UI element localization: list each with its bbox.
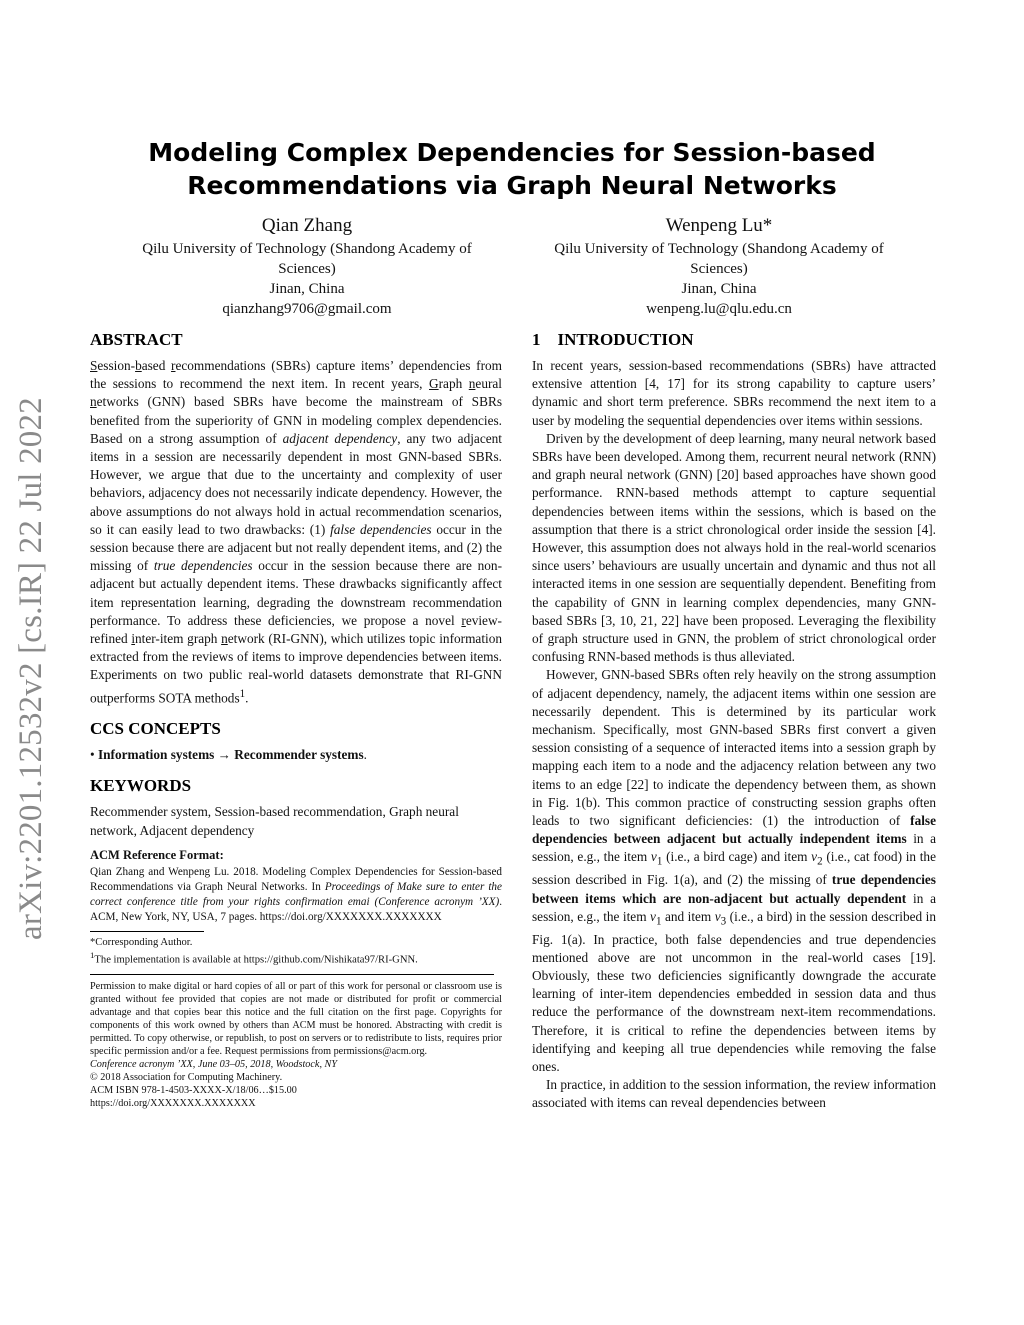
title-line-1: Modeling Complex Dependencies for Session-based xyxy=(148,138,876,167)
doi-line[interactable]: https://doi.org/XXXXXXX.XXXXXXX xyxy=(90,1097,256,1109)
isbn-line: ACM ISBN 978-1-4503-XXXX-X/18/06…$15.00 xyxy=(90,1084,297,1096)
author-name: Qian Zhang xyxy=(261,215,353,236)
author-location: Jinan, China xyxy=(269,281,345,297)
keywords-section xyxy=(90,776,502,839)
acm-reference-text: Qian Zhang and Wenpeng Lu. 2018. Modeling Complex Dependencies for Session-based Recommendations via Graph Neural Networks. In Proceedings of Make sure to enter the correct conference title from your rights confirmation emai (Conference acronym ’XX). ACM, New York, NY, USA, 7 pages. https://doi.org/XXXXXXX.XXXXXXX xyxy=(90,865,502,923)
author-block-2 xyxy=(524,214,914,319)
arxiv-watermark xyxy=(13,397,49,940)
footnote-implementation: $^1$The implementation is available at https://github.com/Nishikata97/RI-GNN. xyxy=(90,950,418,966)
author-name: Wenpeng Lu* xyxy=(665,215,773,236)
keywords-text: Recommender system, Session-based recommendation, Graph neural network, Adjacent dependency xyxy=(90,804,459,838)
abstract-heading: ABSTRACT xyxy=(90,330,183,349)
intro-paragraph-3: However, GNN-based SBRs often rely heavily on the strong assumption of adjacent dependency, namely, the adjacent items within one session are necessarily dependent. This is determined by its particular work mechanism. Specifically, most GNN-based SBRs first convert a given session consisting of a sequence of interacted items into a session graph by mapping each item to a node and the adjacency relation between any two items to an edge [22] to indicate the dependency between them, as shown in Fig. 1(b). This common practice of constructing session graphs often leads to two significant deficiencies: (1) the introduction of false dependencies between adjacent but actually independent items in a session, e.g., the item $v_1$ (i.e., a bird cage) and item $v_2$ (i.e., cat food) in the session described in Fig. 1(a), and (2) the missing of true dependencies between items which are non-adjacent but actually dependent in a session, e.g., the item $v_1$ and item $v_3$ (i.e., a bird) in the session described in Fig. 1(a). In practice, both false dependencies and true dependencies mentioned above are not uncommon in the real-world cases [19]. Obviously, these two deficiencies significantly downgrade the accurate learning of inter-item dependencies embedded in session data and thus reduce the performance of the downstream next-item recommendations. Therefore, it is critical to refine the dependencies between items by identifying and keeping all true dependencies while removing the false ones. xyxy=(532,667,936,1075)
author-affiliation: Qilu University of Technology (Shandong Academy of xyxy=(142,241,472,257)
intro-paragraph-2: Driven by the development of deep learning, many neural network based SBRs have been developed. Among them, recurrent neural network (RNN) and graph neural network (GNN) [20] based approaches have shown good performance. RNN-based methods attempt to capture sequential dependencies between items within the sessions, which is based on the assumption that there is a strict chronological order inside the session [4]. However, this assumption does not always hold in the real-world scenarios since users’ behaviours are usually uncertain and dynamic and thus not all interacted items in one session are sequentially dependent. Benefiting from the capability of GNN in learning complex dependencies, many GNN-based SBRs [3, 10, 21, 22] have been proposed. Leveraging the flexibility of graph structure used in GNN, the problem of strict chronological order confusing RNN-based methods is thus alleviated. xyxy=(532,430,936,665)
author-email[interactable]: wenpeng.lu@qlu.edu.cn xyxy=(646,301,792,317)
abstract-text: Session-based recommendations (SBRs) capture items’ dependencies from the sessions to recommend the next item. In recent years, Graph neural networks (GNN) based SBRs have become the mainstream of SBRs benefited from the superiority of GNN in modeling complex dependencies. Based on a strong assumption of adjacent dependency, any two adjacent items in a session are necessarily dependent in most GNN-based SBRs. However, we argue that due to the uncertainty and complexity of user behaviors, adjacency does not necessarily indicate dependency. However, the above assumptions do not always hold in actual recommendation scenarios, so it can easily lead to two drawbacks: (1) false dependencies occur in the session because there are adjacent but not really dependent items, and (2) the missing of true dependencies occur in the session because there are non-adjacent but actually dependent items. These drawbacks significantly affect item representation learning, degrading the downstream recommendation performance. To address these deficiencies, we propose a novel review-refined inter-item graph network (RI-GNN), which utilizes topic information extracted from the reviews of items to improve dependencies between items. Experiments on two public real-world datasets demonstrate that RI-GNN outperforms SOTA methods$^1$. xyxy=(90,358,503,706)
permission-divider xyxy=(90,974,494,975)
ccs-section xyxy=(90,719,502,764)
footnote-divider xyxy=(90,931,204,932)
title-line-2: Recommendations via Graph Neural Networks xyxy=(187,171,837,200)
author-location: Jinan, China xyxy=(681,281,757,297)
author-email[interactable]: qianzhang9706@gmail.com xyxy=(222,301,392,317)
permission-block xyxy=(90,981,502,1110)
arxiv-id: arXiv:2201.12532v2 [cs.IR] 22 Jul 2022 xyxy=(13,397,49,940)
copyright-line: © 2018 Association for Computing Machinery. xyxy=(90,1071,283,1083)
acm-reference-heading: ACM Reference Format: xyxy=(90,847,224,862)
author-block-1 xyxy=(112,214,502,319)
acm-reference xyxy=(90,848,502,925)
abstract-section xyxy=(90,330,502,707)
permission-text: Permission to make digital or hard copies of all or part of this work for personal or classroom use is granted without fee provided that copies are not made or distributed for profit or commercial advantage and that copies bear this notice and the full citation on the first page. Copyrights for components of this work owned by others than ACM must be honored. Abstracting with credit is permitted. To copy otherwise, or republish, to post on servers or to redistribute to lists, requires prior specific permission and/or a fee. Request permissions from permissions@acm.org. xyxy=(90,981,502,1057)
left-column xyxy=(90,330,502,1110)
intro-paragraph-1: In recent years, session-based recommendations (SBRs) have attracted extensive attention [4, 17] for its strong capability to capture users’ dynamic and short term preference. SBRs recommend the next item to a user by modeling the sequential dependencies over items within sessions. xyxy=(532,358,936,428)
footnote-marker[interactable]: 1 xyxy=(239,687,246,700)
intro-paragraph-4: In practice, in addition to the session information, the review information associated with items can reveal dependencies between xyxy=(532,1077,936,1111)
introduction-heading: 1 INTRODUCTION xyxy=(532,330,694,349)
ccs-text: • Information systems → Recommender systems. xyxy=(90,747,367,763)
paper-title xyxy=(120,136,904,202)
arrow-icon: → xyxy=(214,747,235,763)
footnote-corresponding: *Corresponding Author. xyxy=(90,936,193,948)
right-column xyxy=(532,330,936,1113)
conference-line: Conference acronym ’XX, June 03–05, 2018, Woodstock, NY xyxy=(90,1058,338,1070)
author-affiliation-cont: Sciences) xyxy=(690,261,748,277)
author-affiliation-cont: Sciences) xyxy=(278,261,336,277)
ccs-heading: CCS CONCEPTS xyxy=(90,719,221,739)
keywords-heading: KEYWORDS xyxy=(90,776,192,796)
author-affiliation: Qilu University of Technology (Shandong Academy of xyxy=(554,241,884,257)
